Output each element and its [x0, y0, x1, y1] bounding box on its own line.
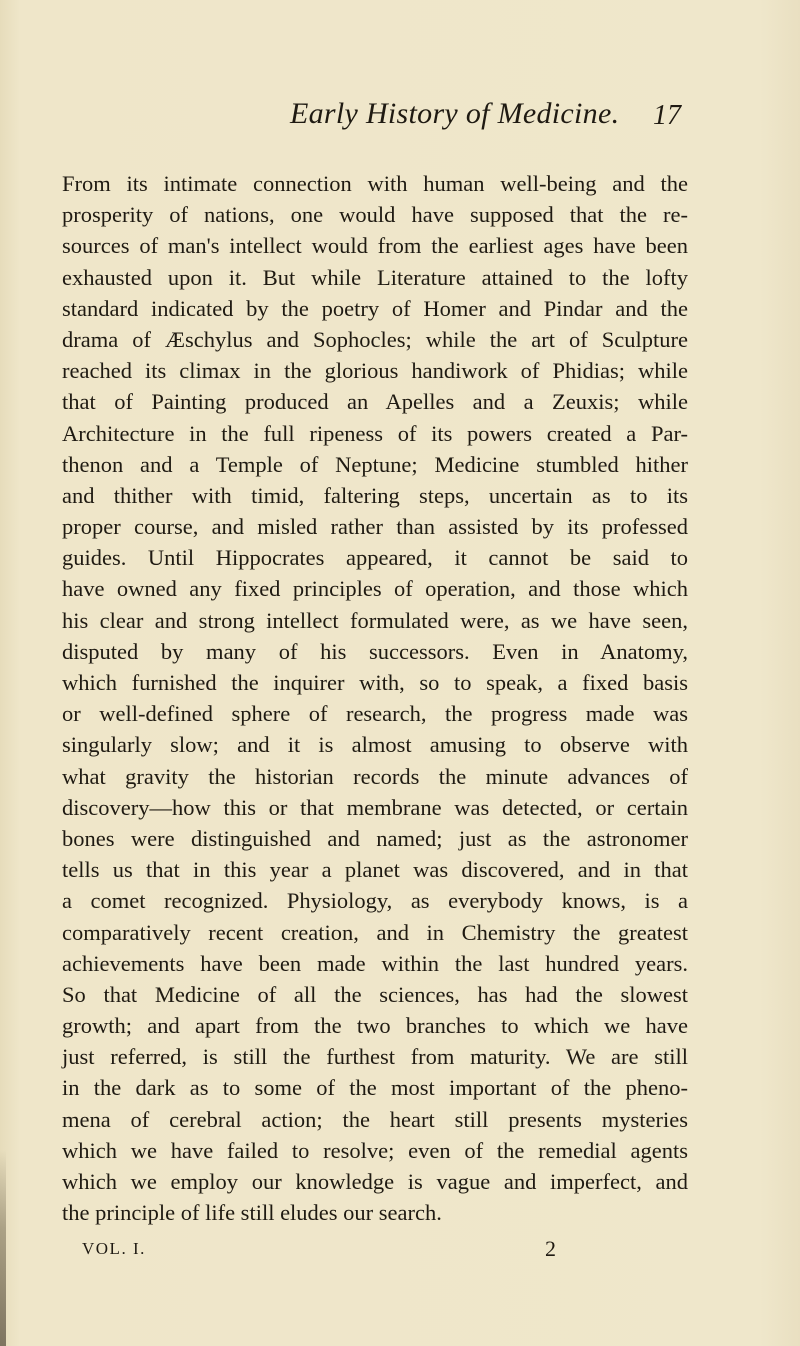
- text-line: or well-defined sphere of research, the progress made was: [62, 701, 688, 727]
- text-line: which we employ our knowledge is vague and imperfect, and: [62, 1169, 688, 1194]
- text-line: exhausted upon it. But while Literature attained to the lofty: [62, 264, 688, 290]
- text-line-last: the principle of life still eludes our search.: [62, 1200, 442, 1226]
- text-line: discovery—how this or that membrane was detected, or certain: [62, 794, 688, 820]
- text-line: Architecture in the full ripeness of its powers created a Par-: [62, 420, 688, 446]
- text-line: disputed by many of his successors. Even in Anatomy,: [62, 638, 688, 664]
- text-line: comparatively recent creation, and in Chemistry the greatest: [62, 919, 688, 945]
- text-line: have owned any fixed principles of operation, and those which: [62, 576, 688, 602]
- text-line: standard indicated by the poetry of Homer and Pindar and the: [62, 295, 688, 321]
- body-paragraph: [62, 168, 688, 1228]
- text-line: reached its climax in the glorious handiwork of Phidias; while: [62, 358, 688, 384]
- text-line: what gravity the historian records the minute advances of: [62, 763, 688, 789]
- text-line: drama of Æschylus and Sophocles; while the art of Sculpture: [62, 326, 688, 352]
- text-line: prosperity of nations, one would have supposed that the re-: [62, 202, 688, 228]
- page-footer: [62, 1235, 688, 1263]
- text-line: just referred, is still the furthest from maturity. We are still: [62, 1044, 688, 1070]
- text-line: sources of man's intellect would from the earliest ages have been: [62, 233, 688, 259]
- text-line: singularly slow; and it is almost amusing to observe with: [62, 732, 688, 758]
- text-line: his clear and strong intellect formulated were, as we have seen,: [62, 607, 688, 633]
- text-line: bones were distinguished and named; just as the astronomer: [62, 825, 688, 851]
- text-line: tells us that in this year a planet was discovered, and in that: [62, 857, 688, 883]
- volume-mark: VOL. I.: [82, 1239, 146, 1258]
- text-line: which we have failed to resolve; even of the remedial agents: [62, 1137, 688, 1163]
- text-line: So that Medicine of all the sciences, has had the slowest: [62, 981, 688, 1007]
- text-line: thenon and a Temple of Neptune; Medicine stumbled hither: [62, 451, 688, 477]
- page-header: [0, 96, 800, 140]
- text-line: mena of cerebral action; the heart still presents mysteries: [62, 1106, 688, 1132]
- text-line: and thither with timid, faltering steps, uncertain as to its: [62, 482, 688, 508]
- running-title: Early History of Medicine.: [290, 97, 620, 130]
- text-line: achievements have been made within the last hundred years.: [62, 950, 688, 976]
- text-line: growth; and apart from the two branches to which we have: [62, 1013, 688, 1039]
- text-line: that of Painting produced an Apelles and a Zeuxis; while: [62, 389, 688, 415]
- text-line: From its intimate connection with human well-being and the: [62, 171, 688, 196]
- text-line: guides. Until Hippocrates appeared, it cannot be said to: [62, 545, 688, 571]
- page-number: 17: [653, 100, 681, 131]
- text-line: in the dark as to some of the most important of the pheno-: [62, 1075, 688, 1101]
- text-line: proper course, and misled rather than assisted by its professed: [62, 514, 688, 540]
- signature-mark: 2: [545, 1236, 556, 1261]
- binding-shadow: [0, 1150, 6, 1346]
- text-line: a comet recognized. Physiology, as everybody knows, is a: [62, 888, 688, 914]
- text-line: which furnished the inquirer with, so to speak, a fixed basis: [62, 670, 688, 695]
